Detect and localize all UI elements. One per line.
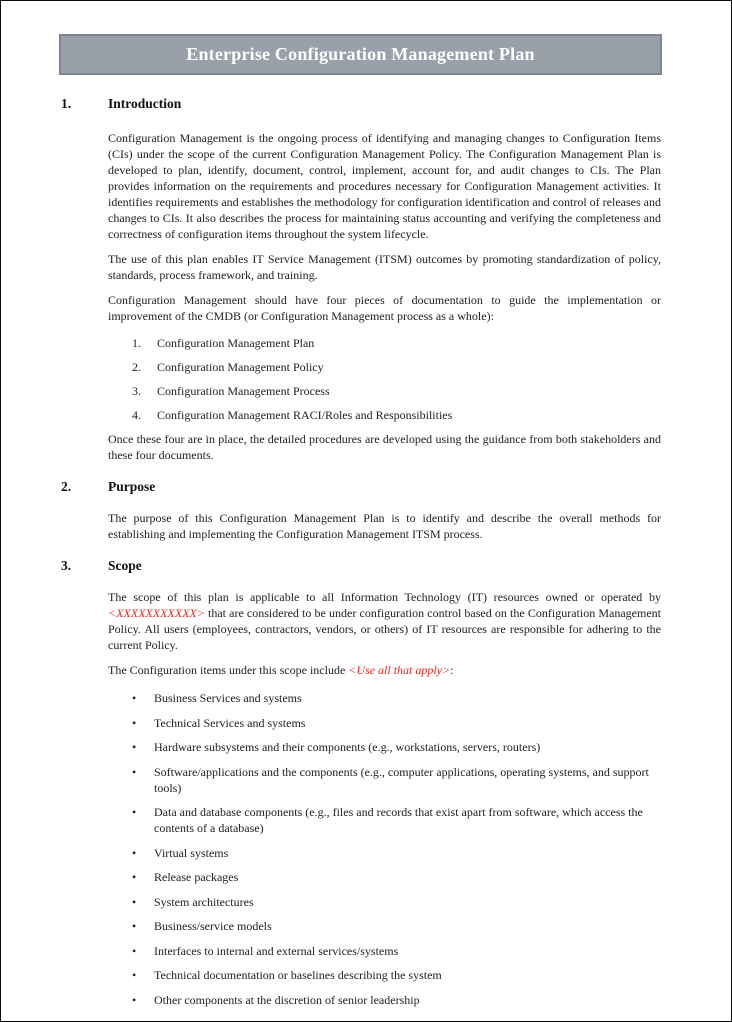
list-item-text: Release packages bbox=[154, 870, 239, 884]
list-item bbox=[132, 992, 661, 1008]
placeholder-red-text: <XXXXXXXXXXX> bbox=[108, 606, 205, 620]
list-item-text: Interfaces to internal and external services/systems bbox=[154, 943, 399, 958]
bullet-icon bbox=[132, 739, 154, 755]
list-item bbox=[132, 967, 661, 983]
title-banner bbox=[59, 34, 662, 75]
list-item bbox=[132, 739, 661, 755]
section-number: 3. bbox=[61, 558, 72, 573]
list-item-number: 4. bbox=[132, 408, 141, 422]
list-item-text: Business Services and systems bbox=[154, 691, 302, 705]
paragraph: Configuration Management should have four pieces of documentation to guide the implementation or improvement of the CMDB (or Configuration Management process as a whole): bbox=[108, 293, 661, 323]
section-body-scope bbox=[108, 589, 661, 1008]
paragraph: Configuration Management is the ongoing process of identifying and managing changes to Configuration Items (CIs) under the scope of the current Configuration Management Policy. The Configuration Management Plan is developed to plan, identify, document, control, implement, account for, and audit changes to CIs. The Plan provides information on the requirements and procedures necessary for Configuration Management activities. It identifies requirements and establishes the methodology for configuration identification and control of releases and changes to CIs. It also describes the process for maintaining status accounting and verifying the completeness and correctness of configuration items throughout the system lifecycle. bbox=[108, 131, 661, 241]
section-heading-scope bbox=[61, 558, 661, 574]
section-body-purpose bbox=[108, 510, 661, 542]
list-item-number: 1. bbox=[132, 336, 141, 350]
section-body-introduction bbox=[108, 130, 661, 463]
bullet-icon bbox=[132, 690, 154, 706]
paragraph bbox=[108, 662, 661, 678]
list-item-text: Configuration Management Process bbox=[157, 384, 330, 398]
document-content bbox=[1, 96, 731, 1008]
bullet-icon bbox=[132, 918, 154, 934]
paragraph-text: The scope of this plan is applicable to all Information Technology (IT) resources owned or operated by bbox=[108, 590, 661, 604]
section-title: Scope bbox=[108, 558, 142, 573]
bullet-icon bbox=[132, 992, 154, 1008]
section-number: 1. bbox=[61, 96, 72, 111]
list-item-text: Virtual systems bbox=[154, 845, 229, 860]
section-number: 2. bbox=[61, 479, 72, 494]
list-item-text: System architectures bbox=[154, 894, 254, 909]
paragraph: Once these four are in place, the detailed procedures are developed using the guidance from both stakeholders and these four documents. bbox=[108, 432, 661, 462]
list-item bbox=[132, 869, 661, 885]
list-item-text: Software/applications and the components (e.g., computer applications, operating systems, and support tools) bbox=[154, 764, 649, 795]
list-item-text: Hardware subsystems and their components (e.g., workstations, servers, routers) bbox=[154, 740, 541, 754]
bullet-icon bbox=[132, 967, 154, 983]
bullet-icon bbox=[132, 894, 154, 910]
section-heading-purpose bbox=[61, 479, 661, 495]
list-item bbox=[132, 383, 661, 399]
list-item-text: Other components at the discretion of senior leadership bbox=[154, 992, 420, 1007]
bullet-icon bbox=[132, 845, 154, 861]
paragraph: The use of this plan enables IT Service Management (ITSM) outcomes by promoting standardization of policy, standards, process framework, and training. bbox=[108, 252, 661, 282]
list-item-text: Configuration Management Policy bbox=[157, 360, 324, 374]
section-title: Purpose bbox=[108, 479, 156, 494]
list-item bbox=[132, 335, 661, 351]
list-item bbox=[132, 359, 661, 375]
list-item bbox=[132, 764, 661, 796]
paragraph: The purpose of this Configuration Management Plan is to identify and describe the overall methods for establishing and implementing the Configuration Management ITSM process. bbox=[108, 511, 661, 541]
paragraph-text: The Configuration items under this scope include bbox=[108, 663, 349, 677]
list-item-number: 2. bbox=[132, 360, 141, 374]
bullet-icon bbox=[132, 715, 154, 731]
list-item bbox=[132, 407, 661, 423]
list-item-text: Configuration Management RACI/Roles and Responsibilities bbox=[157, 408, 453, 422]
list-item bbox=[132, 943, 661, 959]
list-item bbox=[132, 918, 661, 934]
bullet-icon bbox=[132, 804, 154, 836]
list-item bbox=[132, 894, 661, 910]
list-item bbox=[132, 804, 661, 836]
document-title: Enterprise Configuration Management Plan bbox=[186, 44, 535, 64]
list-item-text: Technical documentation or baselines describing the system bbox=[154, 968, 442, 982]
list-item bbox=[132, 690, 661, 706]
list-item-text: Data and database components (e.g., files and records that exist apart from software, which access the contents of a database) bbox=[154, 805, 643, 835]
bullet-list bbox=[132, 687, 661, 1008]
paragraph-text: : bbox=[450, 663, 454, 677]
section-heading-introduction bbox=[61, 96, 661, 112]
section-title: Introduction bbox=[108, 96, 182, 111]
list-item-text: Business/service models bbox=[154, 919, 272, 933]
bullet-icon bbox=[132, 764, 154, 796]
paragraph bbox=[108, 589, 661, 653]
list-item-number: 3. bbox=[132, 384, 141, 398]
paragraph-text: that are considered to be under configuration control based on the Configuration Management Policy. All users (employees, contractors, vendors, or others) of IT resources are responsible for adhering to the current Policy. bbox=[108, 606, 661, 652]
placeholder-red-text: <Use all that apply> bbox=[348, 663, 451, 677]
list-item bbox=[132, 715, 661, 731]
list-item-text: Configuration Management Plan bbox=[157, 336, 315, 350]
numbered-list bbox=[132, 333, 661, 423]
list-item bbox=[132, 845, 661, 861]
bullet-icon bbox=[132, 869, 154, 885]
bullet-icon bbox=[132, 943, 154, 959]
list-item-text: Technical Services and systems bbox=[154, 715, 306, 730]
